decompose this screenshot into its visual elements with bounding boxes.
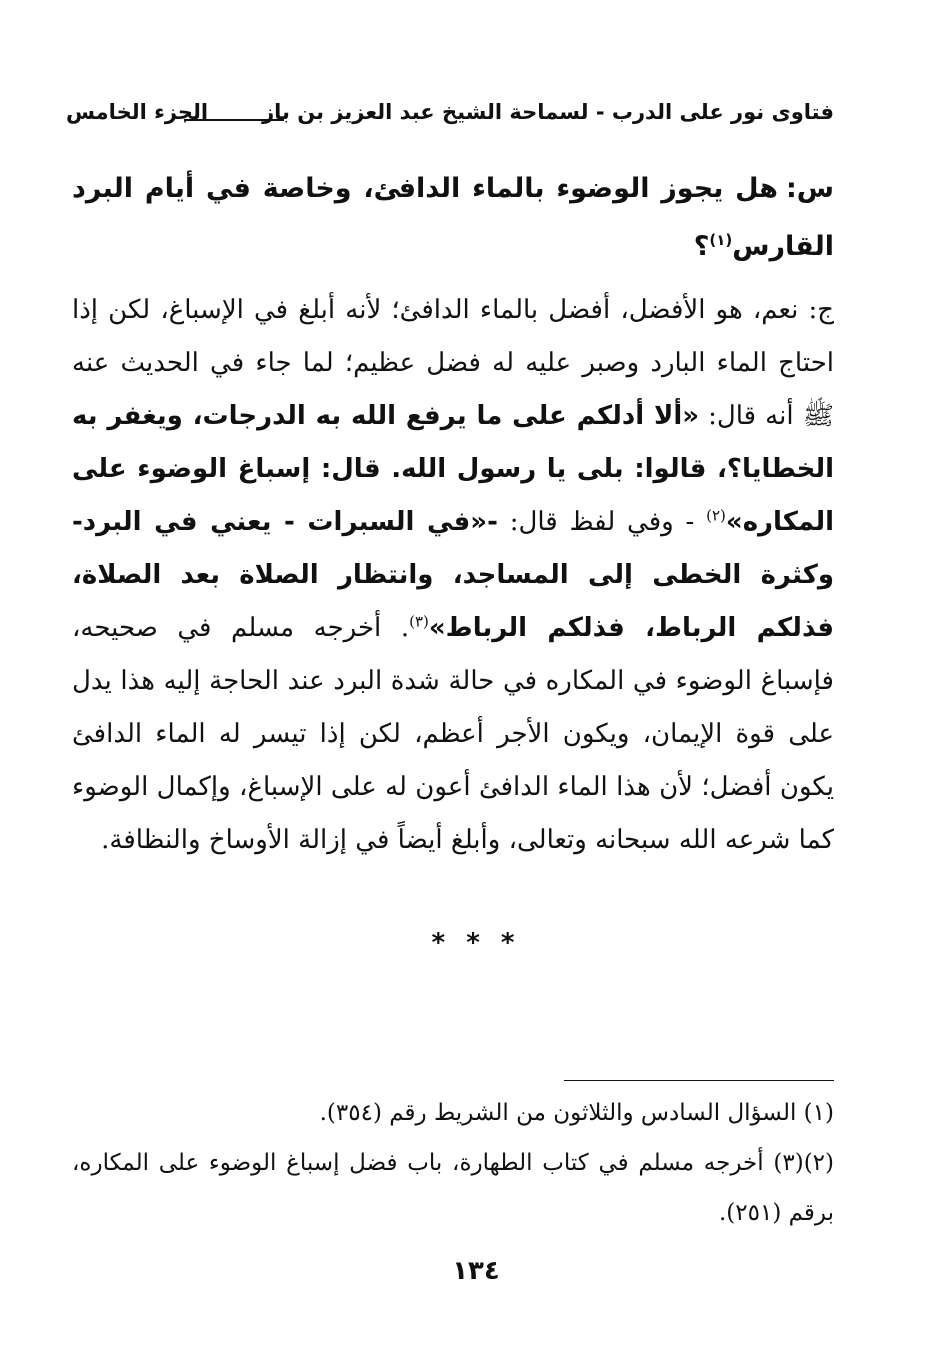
footnote-ref-2[interactable]: (٢) (706, 506, 726, 525)
question-mark: ؟ (693, 231, 710, 262)
footnote-marker: (١) (803, 1100, 834, 1126)
running-header (66, 96, 834, 136)
question (72, 160, 834, 276)
answer-prefix: ج: (808, 295, 834, 325)
header-title: فتاوى نور على الدرب - لسماحة الشيخ عبد العزيز بن باز (262, 100, 834, 124)
footnote-marker: (٢)(٣) (773, 1150, 835, 1176)
footnote-rule (564, 1080, 834, 1081)
page-number: ١٣٤ (452, 1256, 500, 1286)
footnote-text: أخرجه مسلم في كتاب الطهارة، باب فضل إسباغ الوضوء على المكاره، برقم (٢٥١). (72, 1150, 834, 1226)
header-volume: الجزء الخامس (66, 100, 209, 124)
footnote-ref-3[interactable]: (٣) (409, 612, 429, 631)
footnote-ref-1[interactable]: (١) (709, 231, 733, 249)
hadith-quote-2: -«في السبرات - يعني في البرد- وكثرة الخطى إلى المساجد، وانتظار الصلاة بعد الصلاة، فذلكم الرباط، فذلكم الرباط» (72, 507, 834, 643)
footnote-2 (72, 1138, 834, 1238)
question-prefix: س: (785, 173, 834, 204)
answer (72, 284, 834, 867)
answer-part-3: . أخرجه مسلم في صحيحه، فإسباغ الوضوء في المكاره في حالة شدة البرد عند الحاجة إليه هذا يدل على قوة الإيمان، ويكون الأجر أعظم، لكن إذا تيسر له الماء الدافئ يكون أفضل؛ لأن هذا الماء الدافئ أعون له على الإسباغ، وإكمال الوضوء كما شرعه الله سبحانه وتعالى، وأبلغ أيضاً في إزالة الأوساخ والنظافة. (72, 613, 834, 855)
footnote-text: السؤال السادس والثلاثون من الشريط رقم (٣٥٤). (319, 1100, 797, 1126)
answer-part-2: - وفي لفظ قال: (509, 507, 695, 537)
answer-part-1: نعم، هو الأفضل، أفضل بالماء الدافئ؛ لأنه أبلغ في الإسباغ، لكن إذا احتاج الماء البارد وصبر عليه له فضل عظيم؛ لما جاء في الحديث عنه ﷺ أنه قال: (72, 295, 834, 431)
question-text: هل يجوز الوضوء بالماء الدافئ، وخاصة في أيام البرد القارس (72, 173, 834, 262)
footnote-1 (72, 1088, 834, 1138)
hadith-quote-1: «ألا أدلكم على ما يرفع الله به الدرجات، ويغفر به الخطايا؟، قالوا: بلى يا رسول الله. قال: إسباغ الوضوء على المكاره» (72, 401, 835, 537)
section-separator: * * * (431, 928, 521, 958)
footnotes (72, 1088, 834, 1238)
